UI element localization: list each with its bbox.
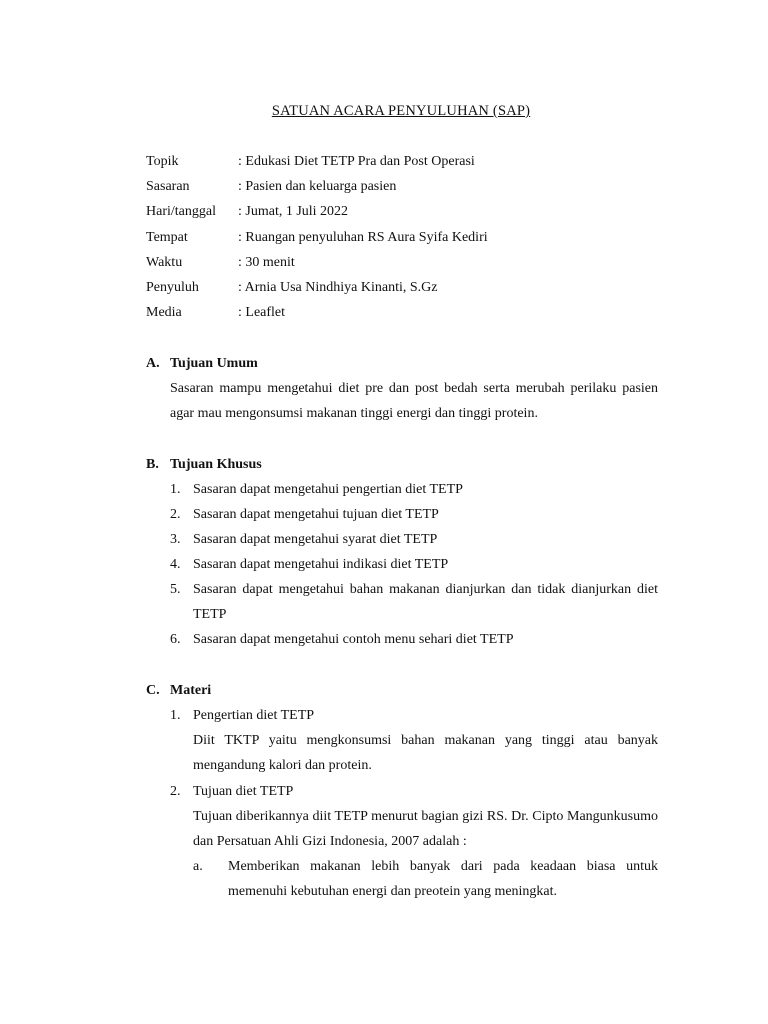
section-letter: C. [146,683,160,698]
list-number: 2. [170,784,181,799]
document-title: SATUAN ACARA PENYULUHAN (SAP) [271,103,531,119]
list-number: 3. [170,532,181,547]
info-value: : Edukasi Diet TETP Pra dan Post Operasi [238,154,475,169]
section-title: Tujuan Khusus [170,457,262,472]
list-number: 2. [170,507,181,522]
list-number: 4. [170,557,181,572]
info-value: : Pasien dan keluarga pasien [238,179,397,194]
materi-title: Pengertian diet TETP [193,708,315,723]
info-label: Penyuluh [146,280,199,295]
section-letter: B. [146,457,159,472]
list-number: 1. [170,708,181,723]
list-number: 5. [170,582,181,597]
info-value: : 30 menit [238,255,295,270]
section-a-heading [146,354,258,374]
list-text: Sasaran dapat mengetahui syarat diet TETP [193,532,438,547]
info-label: Hari/tanggal [146,204,216,219]
section-title: Tujuan Umum [170,356,258,371]
section-letter: A. [146,356,160,371]
list-number: 6. [170,632,181,647]
info-label: Tempat [146,230,188,245]
info-label: Sasaran [146,179,190,194]
list-number: 1. [170,482,181,497]
info-label: Topik [146,154,179,169]
info-label: Media [146,305,182,320]
list-text: Sasaran dapat mengetahui pengertian diet TETP [193,482,463,497]
materi-title: Tujuan diet TETP [193,784,294,799]
info-label: Waktu [146,255,183,270]
section-c-heading [146,681,211,701]
sub-list-letter: a. [193,859,203,874]
list-text: Sasaran dapat mengetahui indikasi diet TETP [193,557,449,572]
list-text: Sasaran dapat mengetahui tujuan diet TETP [193,507,439,522]
info-value: : Arnia Usa Nindhiya Kinanti, S.Gz [238,280,438,295]
list-text: Sasaran dapat mengetahui contoh menu sehari diet TETP [193,632,514,647]
info-value: : Leaflet [238,305,286,320]
sub-list-text: Memberikan makanan lebih banyak dari pada keadaan biasa untuk memenuhi kebutuhan energi dan preotein yang meningkat. [228,859,658,900]
section-a-text: Sasaran mampu mengetahui diet pre dan post bedah serta merubah perilaku pasien agar mau mengonsumsi makanan tinggi energi dan tinggi protein. [170,381,658,422]
info-value: : Ruangan penyuluhan RS Aura Syifa Kediri [238,230,488,245]
info-value: : Jumat, 1 Juli 2022 [238,204,349,219]
materi-text: Diit TKTP yaitu mengkonsumsi bahan makanan yang tinggi atau banyak mengandung kalori dan protein. [193,733,658,774]
materi-text: Tujuan diberikannya diit TETP menurut bagian gizi RS. Dr. Cipto Mangunkusumo dan Persatuan Ahli Gizi Indonesia, 2007 adalah : [193,809,658,850]
list-text-wrapped: Sasaran dapat mengetahui bahan makanan dianjurkan dan tidak dianjurkan diet TETP [193,582,658,623]
section-title: Materi [170,683,212,698]
section-b-heading [146,455,262,475]
